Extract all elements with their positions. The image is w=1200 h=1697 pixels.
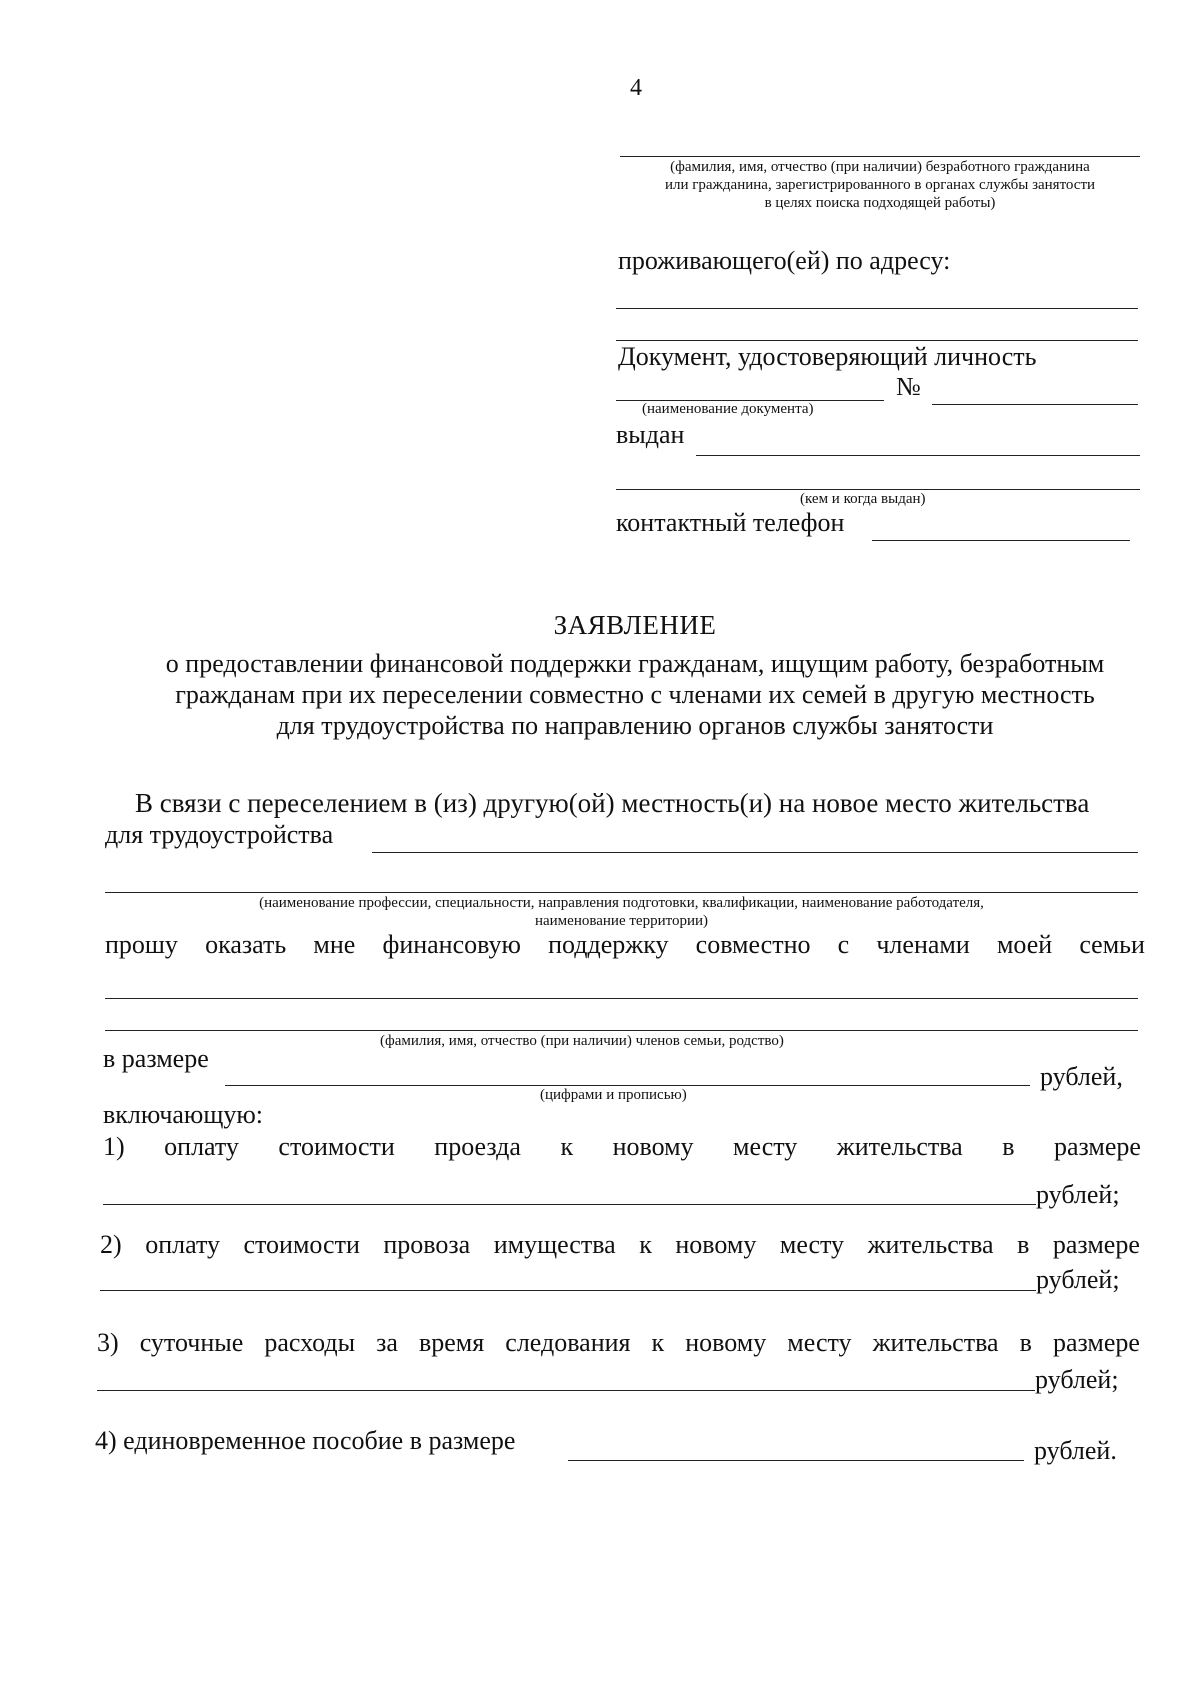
address-field-line-2[interactable] xyxy=(616,340,1138,341)
item-4-field-line[interactable] xyxy=(568,1460,1024,1461)
request-word: моей xyxy=(996,930,1053,959)
item-1-word: к xyxy=(560,1132,574,1161)
request-word: с xyxy=(837,930,850,959)
fio-caption-line-1: (фамилия, имя, отчество (при наличии) безработного гражданина xyxy=(670,159,1090,175)
profession-field-line-2[interactable] xyxy=(105,892,1138,893)
item-2-word: жительства xyxy=(867,1230,994,1259)
item-1-word: оплату xyxy=(164,1132,239,1161)
item-3-word: к xyxy=(651,1328,665,1357)
item-2-word: месту xyxy=(779,1230,845,1259)
item-3-word: за xyxy=(376,1328,398,1357)
item-1-line xyxy=(103,1132,1141,1162)
request-word: поддержку xyxy=(548,930,669,959)
item-3-line xyxy=(97,1328,1140,1358)
item-3-word: новому xyxy=(685,1328,767,1357)
subtitle-line-2: гражданам при их переселении совместно с членами их семей в другую местность xyxy=(175,680,1095,709)
amount-rubles-label: рублей, xyxy=(1040,1062,1123,1091)
item-1-word: проезда xyxy=(434,1132,521,1161)
item-2-word: новому xyxy=(675,1230,757,1259)
profession-caption-line-1: (наименование профессии, специальности, направления подготовки, квалификации, наименование работодателя, xyxy=(259,895,984,911)
item-3-word: размере xyxy=(1052,1328,1140,1357)
fio-caption-line-3: в целях поиска подходящей работы) xyxy=(764,195,996,211)
item-1-word: размере xyxy=(1053,1132,1141,1161)
item-2-field-line[interactable] xyxy=(100,1290,1036,1291)
fio-caption xyxy=(600,158,1160,212)
item-1-field-line[interactable] xyxy=(103,1204,1036,1205)
item-4-text: 4) единовременное пособие в размере xyxy=(95,1426,516,1455)
address-field-line-1[interactable] xyxy=(616,308,1138,309)
profession-field-line-1[interactable] xyxy=(372,852,1138,853)
item-2-word: размере xyxy=(1052,1230,1140,1259)
phone-field-line[interactable] xyxy=(872,540,1130,541)
item-2-word: провоза xyxy=(383,1230,471,1259)
amount-caption: (цифрами и прописью) xyxy=(540,1087,687,1103)
request-word: совместно xyxy=(695,930,811,959)
item-3-word: в xyxy=(1019,1328,1032,1357)
including-label: включающую: xyxy=(103,1100,264,1129)
item-3-field-line[interactable] xyxy=(97,1390,1035,1391)
item-1-rubles-label: рублей; xyxy=(1036,1180,1120,1209)
request-word: мне xyxy=(313,930,356,959)
request-word: членами xyxy=(876,930,970,959)
profession-caption xyxy=(105,894,1138,930)
request-word: прошу xyxy=(105,930,178,959)
address-label: проживающего(ей) по адресу: xyxy=(618,246,951,275)
request-line xyxy=(105,930,1145,960)
fio-caption-line-2: или гражданина, зарегистрированного в органах службы занятости xyxy=(664,177,1096,193)
doc-name-caption: (наименование документа) xyxy=(642,401,814,417)
item-2-word: оплату xyxy=(145,1230,220,1259)
doc-number-field-line[interactable] xyxy=(932,404,1138,405)
item-3-word: 3) xyxy=(97,1328,119,1357)
request-word: финансовую xyxy=(382,930,521,959)
item-2-word: в xyxy=(1017,1230,1030,1259)
item-3-word: суточные xyxy=(139,1328,244,1357)
item-3-word: жительства xyxy=(872,1328,999,1357)
item-2-word: к xyxy=(639,1230,652,1259)
item-2-word: имущества xyxy=(493,1230,616,1259)
issued-label: выдан xyxy=(616,420,685,449)
item-4-rubles-label: рублей. xyxy=(1034,1436,1117,1465)
fio-field-line[interactable] xyxy=(620,156,1140,157)
family-field-line-1[interactable] xyxy=(105,998,1138,999)
family-caption: (фамилия, имя, отчество (при наличии) членов семьи, родство) xyxy=(380,1033,784,1049)
item-1-word: жительства xyxy=(836,1132,963,1161)
item-1-word: месту xyxy=(733,1132,798,1161)
request-word: семьи xyxy=(1079,930,1145,959)
item-1-word: стоимости xyxy=(278,1132,395,1161)
subtitle-line-1: о предоставлении финансовой поддержки гражданам, ищущим работу, безработным xyxy=(165,649,1105,678)
item-1-word: новому xyxy=(612,1132,694,1161)
relocation-paragraph-line-2: для трудоустройства xyxy=(105,820,334,849)
relocation-paragraph-line-1: В связи с переселением в (из) другую(ой) местность(и) на новое место жительства xyxy=(135,788,1090,818)
number-sign: № xyxy=(896,372,921,401)
item-2-word: стоимости xyxy=(243,1230,360,1259)
document-subtitle xyxy=(0,648,1200,741)
family-field-line-2[interactable] xyxy=(105,1030,1138,1031)
phone-label: контактный телефон xyxy=(616,508,845,537)
id-document-label: Документ, удостоверяющий личность xyxy=(618,342,1037,371)
issued-caption: (кем и когда выдан) xyxy=(800,491,926,507)
item-3-rubles-label: рублей; xyxy=(1035,1365,1119,1394)
item-1-word: 1) xyxy=(103,1132,125,1161)
document-title: ЗАЯВЛЕНИЕ xyxy=(553,610,717,640)
page-number: 4 xyxy=(630,75,642,101)
item-3-word: месту xyxy=(787,1328,852,1357)
profession-caption-line-2: наименование территории) xyxy=(534,913,709,929)
item-1-word: в xyxy=(1002,1132,1015,1161)
item-2-word: 2) xyxy=(100,1230,122,1259)
subtitle-line-3: для трудоустройства по направлению органов службы занятости xyxy=(276,711,994,740)
issued-field-line-1[interactable] xyxy=(696,455,1140,456)
item-2-line xyxy=(100,1230,1140,1260)
item-2-rubles-label: рублей; xyxy=(1036,1265,1120,1294)
amount-label: в размере xyxy=(103,1044,209,1073)
item-3-word: следования xyxy=(505,1328,631,1357)
item-3-word: время xyxy=(418,1328,485,1357)
request-word: оказать xyxy=(205,930,287,959)
item-3-word: расходы xyxy=(264,1328,356,1357)
